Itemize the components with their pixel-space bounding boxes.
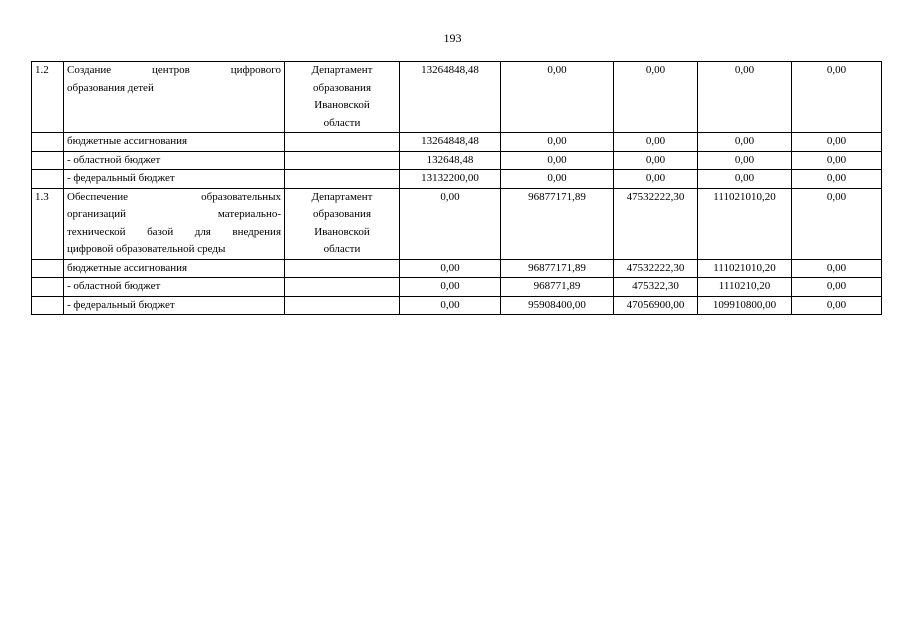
empty-cell bbox=[285, 133, 400, 152]
value-cell: 0,00 bbox=[400, 259, 501, 278]
department-line: образования bbox=[312, 208, 372, 220]
value-cell: 96877171,89 bbox=[501, 188, 614, 259]
value-cell: 13264848,48 bbox=[400, 62, 501, 133]
value-cell: 0,00 bbox=[400, 278, 501, 297]
table-row bbox=[32, 151, 882, 170]
value-cell: 13132200,00 bbox=[400, 170, 501, 189]
value-cell: 109910800,00 bbox=[698, 296, 792, 315]
title-line: образования детей bbox=[67, 81, 154, 94]
value-cell: 968771,89 bbox=[501, 278, 614, 297]
table-row bbox=[32, 259, 882, 278]
value-cell: 0,00 bbox=[698, 170, 792, 189]
value-cell: 0,00 bbox=[698, 62, 792, 133]
value-cell: 1110210,20 bbox=[698, 278, 792, 297]
value-cell: 111021010,20 bbox=[698, 188, 792, 259]
table-row bbox=[32, 170, 882, 189]
value-cell: 111021010,20 bbox=[698, 259, 792, 278]
table-row bbox=[32, 133, 882, 152]
measure-title bbox=[64, 62, 285, 133]
table-row bbox=[32, 188, 882, 259]
value-cell: 47532222,30 bbox=[614, 188, 698, 259]
row-label: - областной бюджет bbox=[64, 278, 285, 297]
value-cell: 0,00 bbox=[792, 278, 882, 297]
value-cell: 95908400,00 bbox=[501, 296, 614, 315]
value-cell: 0,00 bbox=[792, 296, 882, 315]
value-cell: 0,00 bbox=[501, 170, 614, 189]
empty-cell bbox=[32, 133, 64, 152]
value-cell: 0,00 bbox=[400, 296, 501, 315]
empty-cell bbox=[32, 296, 64, 315]
title-line: технической базой для внедрения bbox=[67, 225, 281, 238]
empty-cell bbox=[285, 259, 400, 278]
measure-title bbox=[64, 188, 285, 259]
empty-cell bbox=[32, 259, 64, 278]
value-cell: 0,00 bbox=[614, 62, 698, 133]
value-cell: 0,00 bbox=[400, 188, 501, 259]
value-cell: 13264848,48 bbox=[400, 133, 501, 152]
empty-cell bbox=[32, 151, 64, 170]
value-cell: 0,00 bbox=[792, 170, 882, 189]
value-cell: 132648,48 bbox=[400, 151, 501, 170]
empty-cell bbox=[32, 170, 64, 189]
empty-cell bbox=[32, 278, 64, 297]
row-label: бюджетные ассигнования bbox=[64, 259, 285, 278]
department-line: Департамент bbox=[311, 64, 373, 76]
page-number: 193 bbox=[443, 31, 462, 45]
value-cell: 0,00 bbox=[614, 170, 698, 189]
value-cell: 0,00 bbox=[501, 62, 614, 133]
department-line: области bbox=[323, 243, 361, 255]
title-line: Создание центров цифрового bbox=[67, 64, 281, 76]
table-row bbox=[32, 278, 882, 297]
title-line: Обеспечение образовательных bbox=[67, 190, 281, 203]
department-line: Ивановской bbox=[314, 225, 370, 238]
row-label: - федеральный бюджет bbox=[64, 296, 285, 315]
empty-cell bbox=[285, 151, 400, 170]
table-row bbox=[32, 296, 882, 315]
value-cell: 0,00 bbox=[792, 151, 882, 170]
value-cell: 47532222,30 bbox=[614, 259, 698, 278]
value-cell: 0,00 bbox=[501, 133, 614, 152]
value-cell: 0,00 bbox=[614, 133, 698, 152]
title-line: организаций материально- bbox=[67, 208, 281, 220]
department-line: Департамент bbox=[311, 190, 373, 203]
value-cell: 96877171,89 bbox=[501, 259, 614, 278]
value-cell: 0,00 bbox=[792, 259, 882, 278]
row-label: бюджетные ассигнования bbox=[64, 133, 285, 152]
value-cell: 0,00 bbox=[698, 151, 792, 170]
row-index: 1.3 bbox=[32, 188, 64, 259]
department-line: образования bbox=[312, 81, 372, 94]
department-cell bbox=[285, 62, 400, 133]
value-cell: 47056900,00 bbox=[614, 296, 698, 315]
value-cell: 0,00 bbox=[792, 188, 882, 259]
row-label: - областной бюджет bbox=[64, 151, 285, 170]
table-row bbox=[32, 62, 882, 133]
department-cell bbox=[285, 188, 400, 259]
value-cell: 0,00 bbox=[698, 133, 792, 152]
value-cell: 0,00 bbox=[792, 62, 882, 133]
value-cell: 0,00 bbox=[614, 151, 698, 170]
budget-table bbox=[31, 61, 882, 315]
department-line: области bbox=[323, 116, 361, 129]
empty-cell bbox=[285, 170, 400, 189]
row-label: - федеральный бюджет bbox=[64, 170, 285, 189]
value-cell: 0,00 bbox=[792, 133, 882, 152]
value-cell: 475322,30 bbox=[614, 278, 698, 297]
row-index: 1.2 bbox=[32, 62, 64, 133]
title-line: цифровой образовательной среды bbox=[67, 243, 226, 255]
value-cell: 0,00 bbox=[501, 151, 614, 170]
empty-cell bbox=[285, 278, 400, 297]
empty-cell bbox=[285, 296, 400, 315]
department-line: Ивановской bbox=[314, 99, 370, 111]
